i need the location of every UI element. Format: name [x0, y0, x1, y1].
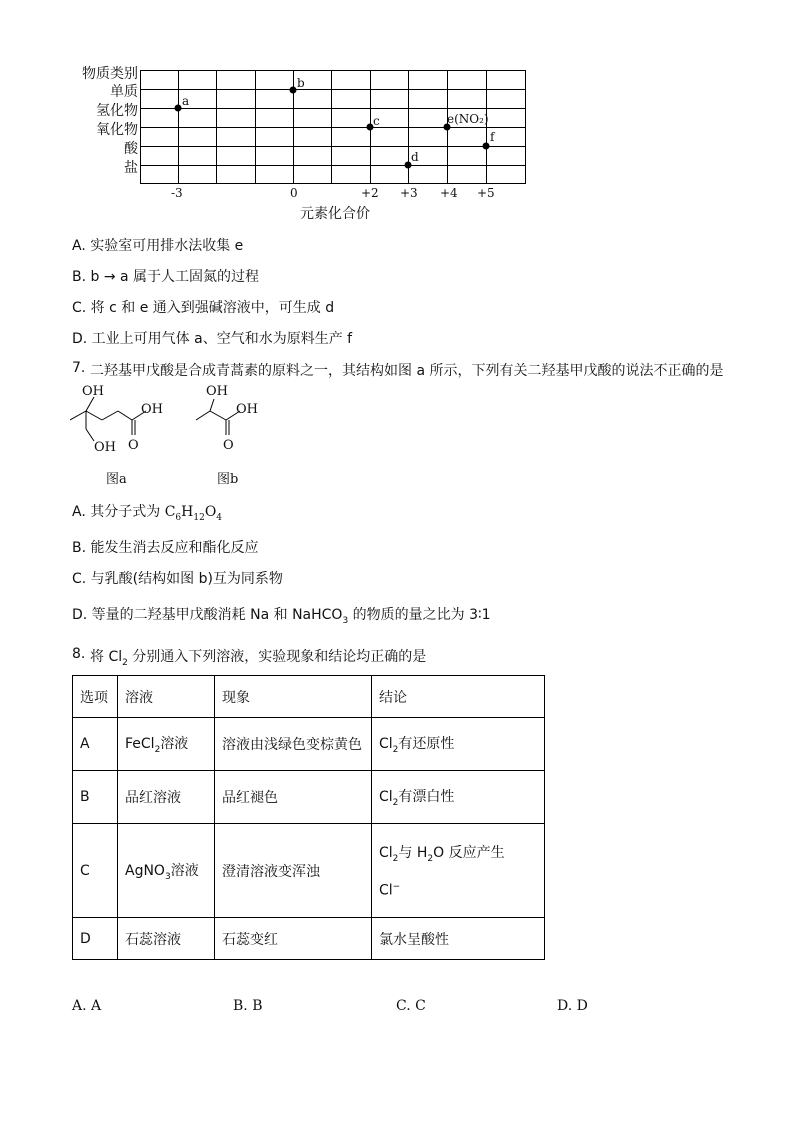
point-label-d: d [411, 150, 419, 164]
q7-option-b: B. 能发生消去反应和酯化反应 [72, 540, 259, 556]
point-f [483, 143, 490, 150]
table-row: A FeCl$_2$溶液 溶液由浅绿色变棕黄色 $Cl_2$有还原性 [73, 718, 545, 771]
header-phenomenon: 现象 [215, 676, 372, 718]
table-row: D 石蕊溶液 石蕊变红 氯水呈酸性 [73, 918, 545, 960]
q7-option-c: C. 与乳酸(结构如图 b)互为同系物 [72, 571, 283, 587]
fig-b-o: O [223, 438, 234, 453]
structure-figure-b [194, 395, 274, 455]
point-b [290, 87, 297, 94]
q7-stem: 二羟基甲戊酸是合成青蒿素的原料之一，其结构如图 a 所示，下列有关二羟基甲戊酸的说法不正确的是 [90, 363, 724, 379]
point-label-a: a [182, 94, 190, 108]
x-label-plus4: +4 [440, 186, 458, 200]
point-label-e: e(NO₂) [447, 112, 489, 126]
q8-stem: 将 $Cl_2$ 分别通入下列溶液，实验现象和结论均正确的是 [90, 649, 427, 668]
q7-option-a: A. 其分子式为 $C_6H_{12}O_4$ [72, 504, 223, 523]
fig-b-caption: 图b [217, 472, 239, 487]
q8-number: 8. [72, 646, 86, 662]
y-label-category: 物质类别 [82, 66, 138, 82]
formula: $C_6H_{12}O_4$ [164, 504, 223, 523]
q6-option-b: B. b → a 属于人工固氮的过程 [72, 269, 260, 285]
structure-figure-a [70, 395, 180, 455]
q6-option-c: C. 将 c 和 e 通入到强碱溶液中，可生成 d [72, 300, 335, 316]
fig-a-oh-bottom: OH [94, 440, 116, 455]
y-label-hydride: 氢化物 [96, 103, 138, 119]
x-label-plus2: +2 [361, 186, 379, 200]
q8-answer-a: A. A [72, 998, 102, 1014]
header-conclusion: 结论 [372, 676, 545, 718]
q7-number: 7. [72, 360, 86, 376]
table-row: B 品红溶液 品红褪色 $Cl_2$有漂白性 [73, 771, 545, 824]
q6-option-d: D. 工业上可用气体 a、空气和水为原料生产 f [72, 331, 353, 347]
x-label-plus5: +5 [477, 186, 495, 200]
x-axis-title: 元素化合价 [300, 206, 370, 222]
point-label-c: c [373, 114, 380, 128]
y-label-acid: 酸 [124, 141, 138, 157]
header-solution: 溶液 [118, 676, 215, 718]
x-label-0: 0 [290, 186, 298, 200]
q8-answer-d: D. D [557, 998, 588, 1014]
point-label-f: f [490, 130, 495, 144]
point-label-b: b [297, 76, 305, 90]
fig-a-oh-right: OH [141, 402, 163, 417]
fig-a-oh-top: OH [82, 384, 104, 399]
fig-a-caption: 图a [106, 472, 127, 487]
q6-option-a: A. 实验室可用排水法收集 e [72, 238, 244, 254]
q8-answer-b: B. B [233, 998, 263, 1014]
q8-answer-c: C. C [396, 998, 426, 1014]
fig-b-oh-top: OH [206, 384, 228, 399]
chart-grid [140, 70, 530, 186]
fig-b-oh-right: OH [236, 402, 258, 417]
y-label-salt: 盐 [124, 160, 138, 176]
q7-option-d: D. 等量的二羟基甲戊酸消耗 Na 和 NaHCO$_3$ 的物质的量之比为 3∶1 [72, 607, 491, 626]
y-label-element: 单质 [110, 84, 138, 100]
x-label-minus3: -3 [171, 186, 183, 200]
q8-table [72, 675, 545, 960]
table-row: C AgNO$_3$溶液 澄清溶液变浑浊 $Cl_2$与 $H_2O$ 反应产生 Cl− [73, 824, 545, 918]
point-a [175, 105, 182, 112]
y-label-oxide: 氧化物 [96, 122, 138, 138]
x-label-plus3: +3 [400, 186, 418, 200]
fig-a-o: O [128, 438, 139, 453]
table-header-row [73, 676, 545, 718]
header-option: 选项 [73, 676, 118, 718]
